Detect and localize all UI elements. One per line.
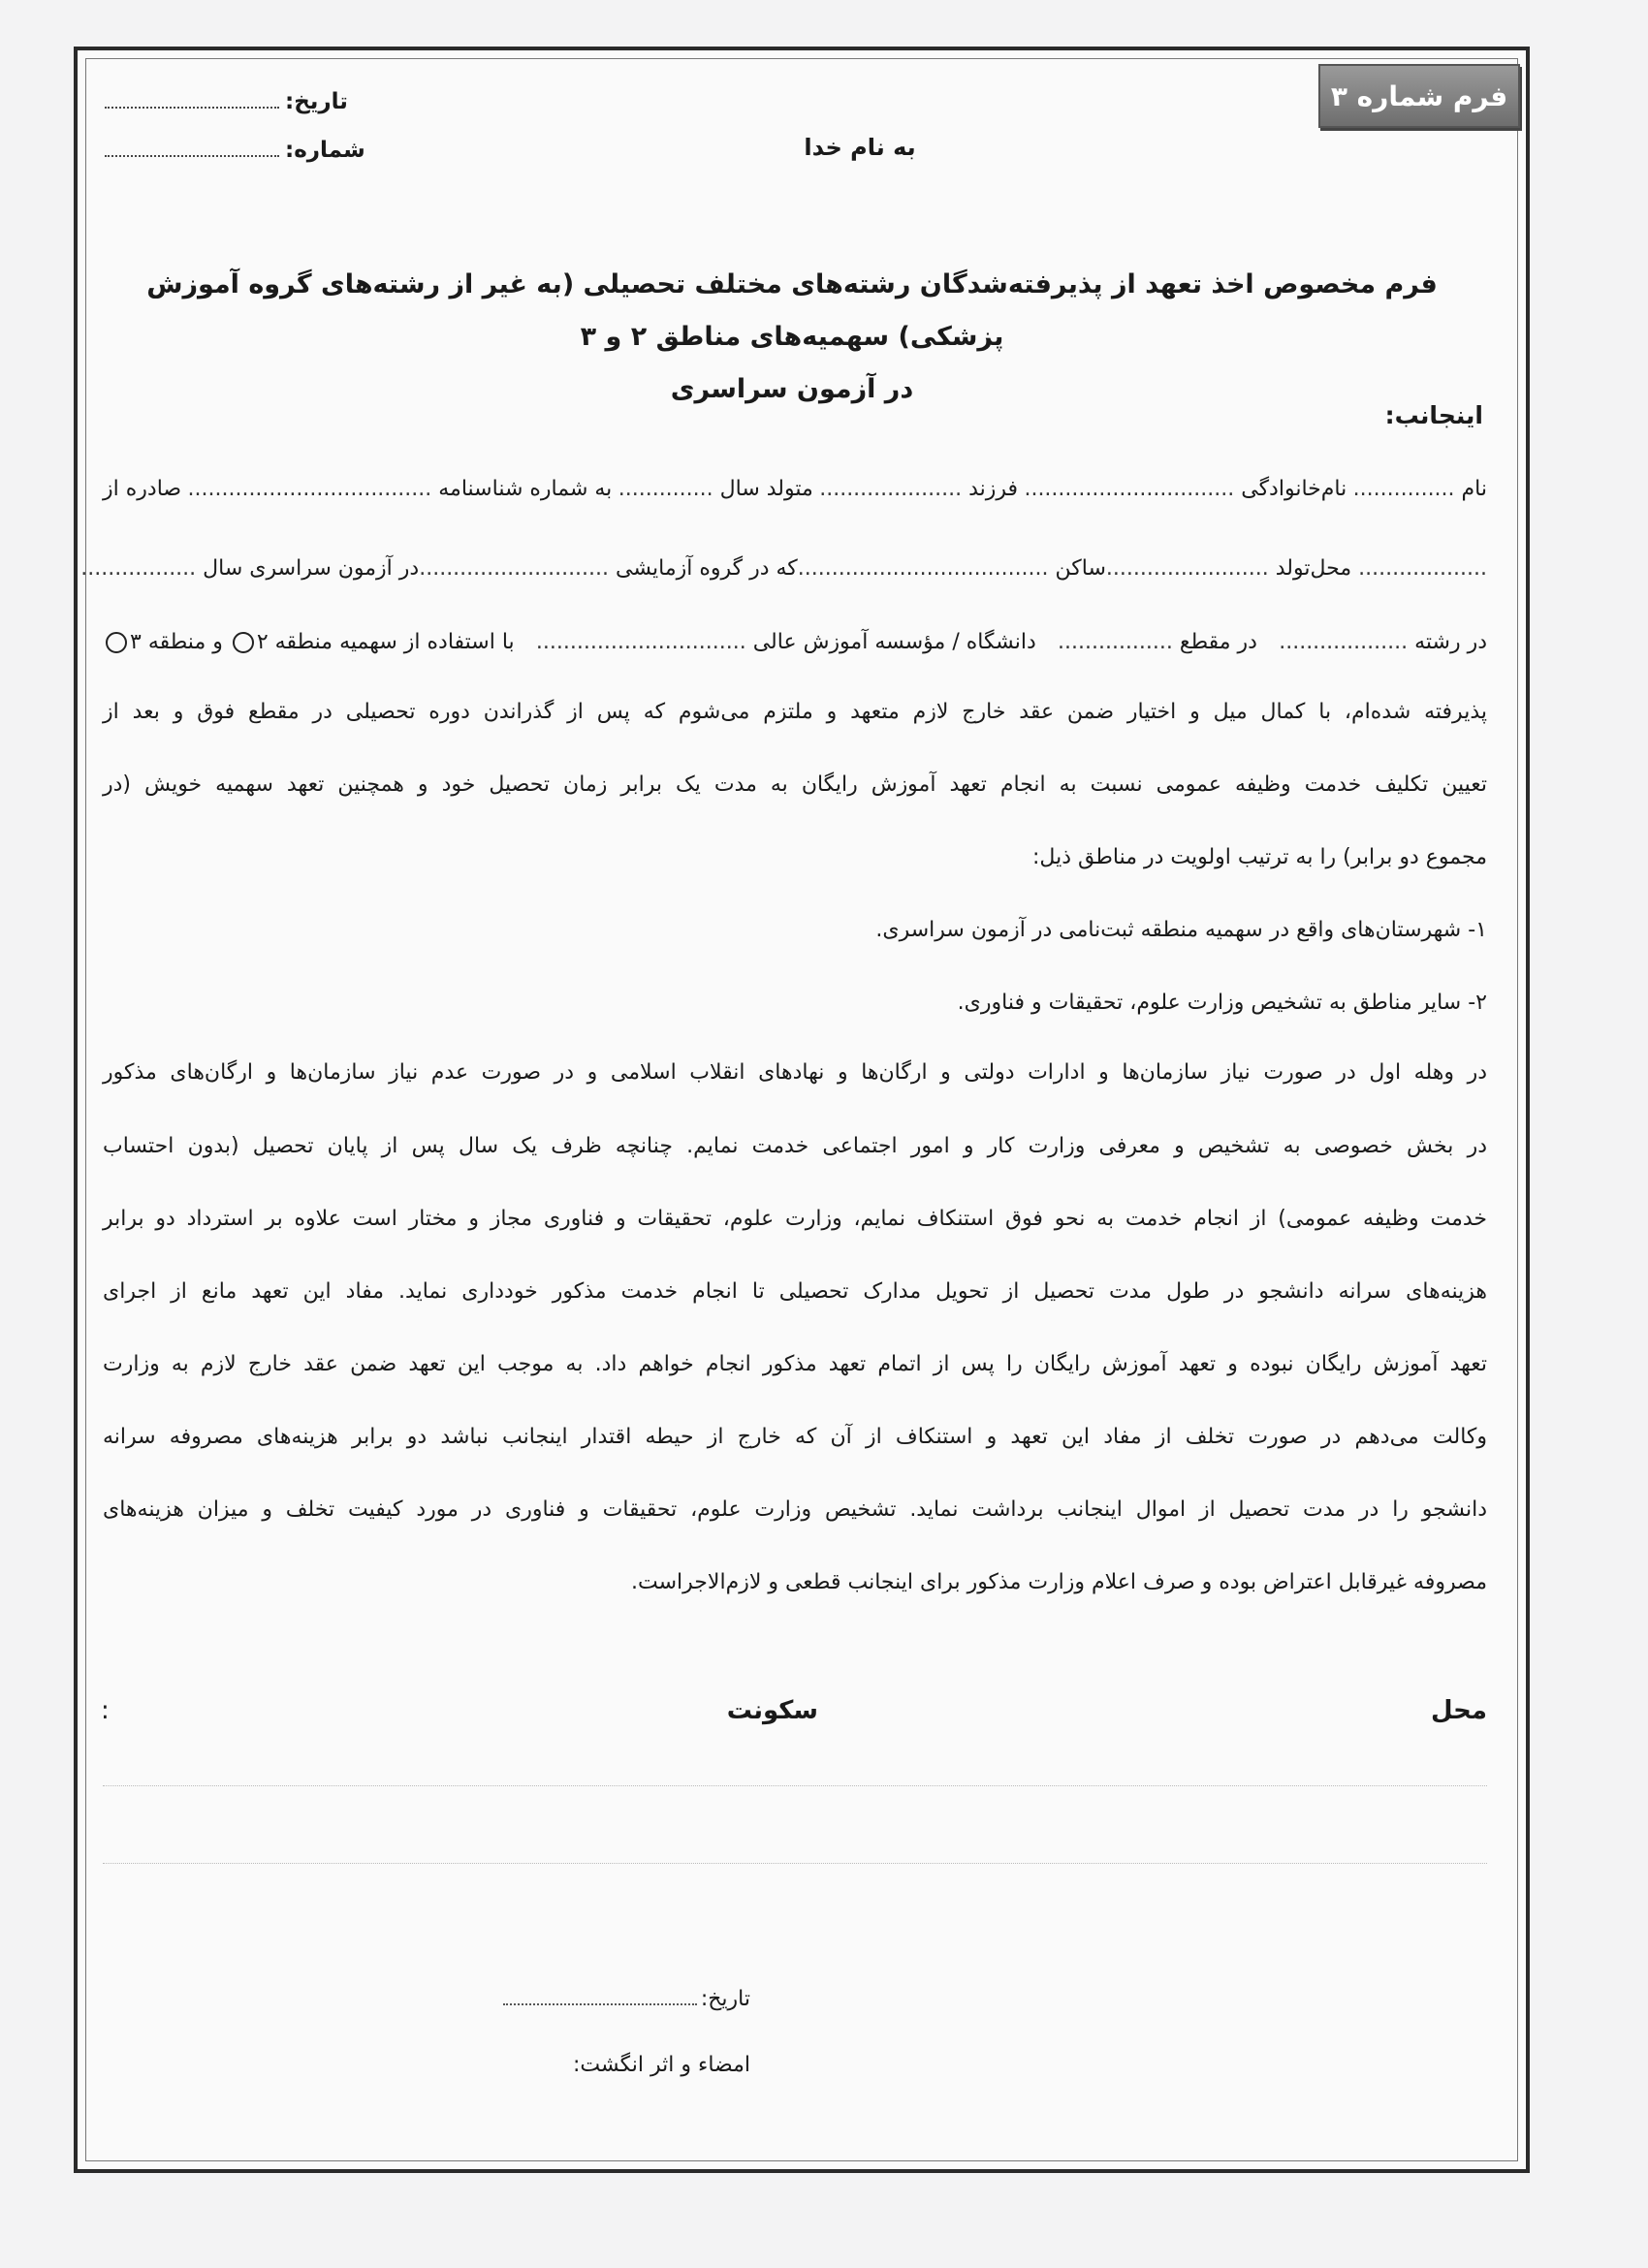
paragraph-2-line-5: تعهد آموزش رایگان نبوده و تعهد آموزش رایگان را پس از اتمام تعهد مذکور انجام خواهم داد. به موجب این تعهد ضمن عقد خارج لازم به وزارت [103,1352,1487,1376]
field-exam-year[interactable]: در آزمون سراسری سال ................. [80,556,420,581]
exam-year-label: در آزمون سراسری سال [203,556,420,581]
number-label: شماره: [285,138,365,163]
family-label: نام‌خانوادگی [1241,477,1347,501]
residence-line-2[interactable] [103,1863,1487,1864]
field-issued[interactable] [103,477,181,501]
paragraph-2-line-4: هزینه‌های سرانه دانشجو در طول مدت تحصیل از تحویل مدارک تحصیلی تا انجام خدمت مذکور خودداری نماید. مفاد این تعهد مانع از اجرای [103,1279,1487,1304]
field-group[interactable]: که در گروه آزمایشی ............................ [419,556,798,581]
list-item-2: ۲- سایر مناطق به تشخیص وزارت علوم، تحقیقات و فناوری. [957,991,1487,1015]
region-2-checkbox[interactable] [233,632,254,653]
title-line-2: در آزمون سراسری [670,374,914,404]
paragraph-2-line-7: دانشجو را در مدت تحصیل از اموال اینجانب برداشت نماید. تشخیص وزارت علوم، تحقیقات و فناوری در مورد کیفیت تخلف و میزان هزینه‌های [103,1497,1487,1522]
field-name[interactable]: نام ............... [1352,477,1487,501]
id-number-label: به شماره شناسنامه [438,477,613,501]
name-label: نام [1461,477,1487,501]
region-3-checkbox[interactable] [106,632,127,653]
field-university[interactable]: دانشگاه / مؤسسه آموزش عالی ............................... [535,630,1036,654]
fill-line-3 [103,630,1487,654]
paragraph-2-line-1: در وهله اول در صورت نیاز سازمان‌ها و ادارات دولتی و ارگان‌ها و نهادهای انقلاب اسلامی و در صورت عدم نیاز سازمان‌ها و ارگان‌های مذکور [103,1060,1487,1085]
fill-line-1 [103,477,1487,501]
child-of-label: فرزند [968,477,1019,501]
quota-region-3-label: و منطقه ۳ [130,630,223,654]
signature-date-field[interactable] [503,1987,750,2011]
form-frame [74,47,1530,2173]
field-major[interactable]: در رشته ................... [1279,630,1487,654]
paragraph-1-line-2: تعیین تکلیف خدمت وظیفه عمومی نسبت به انجام تعهد آموزش رایگان به مدت یک برابر زمان تحصیل خود و همچنین تعهد سهمیه خویش (در [103,772,1487,797]
resident-label: ساکن [1055,556,1106,581]
intro-label: اینجانب: [1384,401,1483,429]
field-child-of[interactable]: فرزند ..................... [819,477,1019,501]
list-item-1: ۱- شهرستان‌های واقع در سهمیه منطقه ثبت‌نامی در آزمون سراسری. [875,918,1487,942]
university-label: دانشگاه / مؤسسه آموزش عالی [752,630,1036,654]
form-number-tab: فرم شماره ۳ [1318,64,1520,128]
date-field[interactable] [105,89,348,114]
title-line-1: فرم مخصوص اخذ تعهد از پذیرفته‌شدگان رشته‌های مختلف تحصیلی (به غیر از رشته‌های گروه آموزش پزشکی) سهمیه‌های مناطق ۲ و ۳ [146,269,1438,352]
paragraph-2-line-6: وکالت می‌دهم در صورت تخلف از مفاد این تعهد و استنکاف از آن که خارج از حیطه اقتدار اینجانب نباشد دو برابر هزینه‌های مصروفه سرانه [103,1425,1487,1449]
residence-label-2: سکونت [726,1696,818,1725]
field-birthplace[interactable]: ................... محل‌تولد ........................ [1105,556,1487,581]
bismillah: به نام خدا [804,134,916,161]
paragraph-2-line-2: در بخش خصوصی به تشخیص و معرفی وزارت کار و امور اجتماعی خدمت نمایم. چنانچه ظرف یک سال پس از پایان تحصیل (بدون احتساب [103,1134,1487,1158]
issued-label: صادره از [103,477,182,501]
paragraph-1-line-3: مجموع دو برابر) را به ترتیب اولویت در مناطق ذیل: [1032,845,1487,869]
field-born[interactable]: متولد سال .............. [618,477,813,501]
signature-date-dots[interactable] [503,1994,697,2005]
major-label: در رشته [1414,630,1487,654]
paragraph-2-line-3: خدمت وظیفه عمومی) از انجام خدمت به نحو فوق استنکاف نمایم، وزارت علوم، تحقیقات و فناوری مجاز و مختار است علاوه بر استرداد دو برابر [103,1207,1487,1231]
paragraph-2-line-8: مصروفه غیرقابل اعتراض بوده و صرف اعلام وزارت مذکور برای اینجانب قطعی و لازم‌الاجراست. [631,1570,1487,1594]
quota-region-2-label: با استفاده از سهمیه منطقه ۲ [256,630,515,654]
form-title [97,259,1487,416]
field-id-number[interactable]: به شماره شناسنامه .................................... [187,477,613,501]
signature-date-label: تاریخ: [700,1987,750,2011]
level-label: در مقطع [1179,630,1257,654]
date-label: تاریخ: [285,89,348,114]
born-label: متولد سال [719,477,813,501]
residence-line-1[interactable] [103,1785,1487,1786]
birthplace-label: محل‌تولد [1275,556,1352,581]
group-label: که در گروه آزمایشی [616,556,798,581]
residence-label-1: محل [1430,1696,1487,1725]
field-resident[interactable]: ساکن ..................................... [797,556,1106,581]
signature-label: امضاء و اثر انگشت: [572,2053,750,2077]
signature-field[interactable] [573,2053,750,2077]
residence-colon: : [101,1696,110,1725]
field-level[interactable]: در مقطع ................. [1058,630,1257,654]
field-family[interactable]: نام‌خانوادگی ............................... [1024,477,1347,501]
paragraph-1-line-1: پذیرفته شده‌ام، با کمال میل و اختیار ضمن عقد خارج لازم متعهد و ملتزم می‌شوم که پس از گذراندن دوره تحصیلی در مقطع فوق و بعد از [103,700,1487,724]
date-dots[interactable] [105,97,279,109]
fill-line-2 [80,556,1487,581]
field-quota [103,630,515,654]
